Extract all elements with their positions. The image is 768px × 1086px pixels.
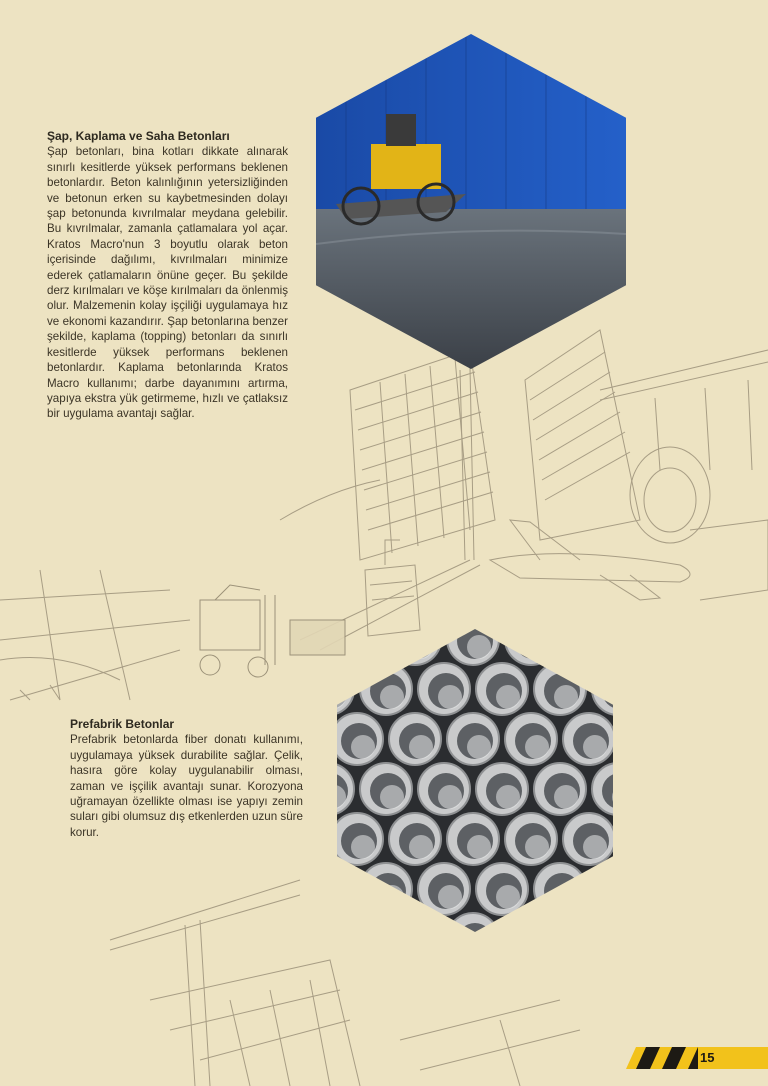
section-body: Prefabrik betonlarda fiber donatı kullanımı, uygulamaya yüksek durabilite sağlar. Çelik, hasıra göre kolay uygulanabilir olması, zaman ve işçilik avantajı sunar. Korozyona uğramayan özellikte olması ise yapıyı zemin suları gibi olumsuz dış etkenlerden uzun süre korur. — [70, 733, 303, 839]
pipe-inner-light — [467, 635, 491, 659]
scaffold-building-sketch — [350, 350, 495, 560]
pipe-inner-light — [438, 785, 462, 809]
section-precast-concrete — [70, 717, 303, 840]
pipe-inner-light — [409, 835, 433, 859]
pipe-inner-light — [583, 835, 607, 859]
page-number: 15 — [700, 1050, 715, 1065]
pipe-inner-light — [496, 885, 520, 909]
pipe-inner-light — [554, 785, 578, 809]
section-body: Şap betonları, bina kotları dikkate alınarak sınırlı kesitlerde yüksek performans beklenen betonlardır. Beton kalınlığının yetersizliğinden ve betonun erken su kaybetmesinden dolayı şap betonunda kıvrılmalar meydana gelebilir. Bu kıvrılmalar, zamanla çatlamalara yol açar. Kratos Macro'nun 3 boyutlu olarak beton içerisinde dağılımı, kıvrılmaları minimize ederek çatlamaların önüne geçer. Bu şekilde derz kırılmaları ve köşe kırılmaları da önlenmiş olur. Malzemenin kolay işçiliği uygulamaya hız ve ekonomi kazandırır. Şap betonlarına benzer şekilde, kaplama (topping) betonları da sınırlı kesitlerde yüksek performans beklenen betonlardır. Kaplama betonlarında Kratos Macro kullanımı; darbe dayanımını artırma, yapıya ekstra yük getirmeme, hızlı ve çatlaksız bir uygulama avantajı sağlar. — [47, 145, 288, 421]
section-title: Prefabrik Betonlar — [70, 717, 175, 731]
pipe-inner-light — [380, 685, 404, 709]
section-screed-coating-concrete — [47, 129, 288, 422]
pipe-inner-light — [380, 785, 404, 809]
pipe-inner-light — [554, 685, 578, 709]
pipe-inner-light — [467, 835, 491, 859]
forklift-sketch — [200, 585, 345, 677]
pipe-inner-light — [583, 735, 607, 759]
pipe-inner-light — [467, 735, 491, 759]
pipe-inner-light — [351, 735, 375, 759]
pipe-inner-light — [496, 685, 520, 709]
pipe-inner-light — [409, 735, 433, 759]
airplane-sketch — [490, 520, 690, 600]
pipe-inner-light — [438, 885, 462, 909]
pipe-inner-light — [525, 835, 549, 859]
pipe-inner-light — [351, 835, 375, 859]
page-number-tab — [618, 1047, 768, 1069]
pipe-inner-light — [496, 785, 520, 809]
pipe-inner-light — [525, 735, 549, 759]
pipe-inner-light — [438, 685, 462, 709]
section-title: Şap, Kaplama ve Saha Betonları — [47, 129, 230, 143]
